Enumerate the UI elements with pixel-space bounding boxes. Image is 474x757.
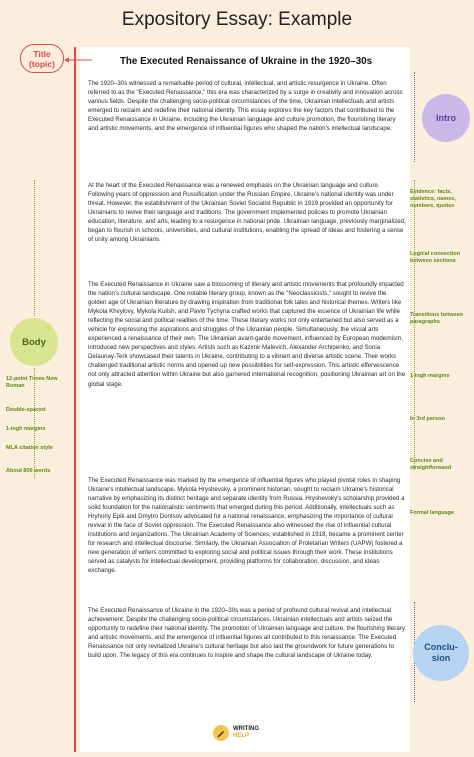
conclusion-label [413, 625, 469, 681]
note-spacing: Double-spaced [6, 407, 46, 413]
intro-bracket [414, 72, 415, 162]
essay-title: The Executed Renaissance of Ukraine in the 1920–30s [119, 56, 373, 67]
note-logic: Logical connection between sections [410, 251, 461, 264]
conclusion-label-text: Conclu-sion [424, 642, 458, 663]
note-transitions: Transitions between paragraphs [410, 312, 463, 325]
logo-line-1: WRITING [233, 726, 259, 732]
intro-label: Intro [422, 94, 470, 142]
page-title: Expository Essay: Example [121, 9, 353, 30]
body-label: Body [10, 318, 58, 366]
note-person: In 3rd person [410, 416, 445, 422]
title-topic-label: Title (topic) [20, 44, 64, 73]
conclusion-paragraph: The Executed Renaissance of Ukraine in the 1920–30s was a period of profound cultural revival and intellectual achievement. Despite the challenging socio-political circumstances, Ukrainian intellectuals and artists seized the opportunity to redefine their national identity. The promotion of Ukrainian language and culture, the flourishing literary and artistic movements, and the emergence of influential figures all contributed to this renaissance. The Executed Renaissance not only revitalized Ukraine's cultural heritage but also laid the groundwork for future generations to build upon. The legacy of this era continues to inspire and shape the cultural landscape of Ukraine today. [88, 607, 405, 660]
logo-line-2: HELP [233, 733, 250, 739]
body-paragraph-2: The Executed Renaissance in Ukraine saw a blossoming of literary and artistic movements that profoundly impacted the nation's cultural landscape. One notable literary group, known as the "Neoclassicists," sought to revive the golden age of Ukrainian literature by drawing inspiration from traditional folk tales and historical themes. Writers like Mykola Khvylovy, Mykola Kulish, and Pavlo Tychyna crafted works that captured the essence of Ukrainian life while reflecting the social and political realities of the time. These literary works not only entertained but also served as a vehicle for expressing the aspirations and struggles of the Ukrainian people. Simultaneously, the visual arts experienced a renaissance of their own. The Ukrainian avant-garde movement, influenced by European modernism, introduced new perspectives and styles. Artists such as Kazimir Malevich, Alexander Archipenko, and Sonia Delaunay-Terk showcased their talents in Ukraine, contributing to a vibrant and diverse artistic scene. Their works challenged traditional artistic norms and opened up new possibilities for self-expression. This artistic effervescence not only attracted attention within Ukraine but also garnered international recognition, positioning Ukrainian art on the global stage. [88, 281, 406, 388]
pencil-icon [213, 725, 229, 741]
logo-wordmark [233, 726, 259, 740]
margin-line [74, 47, 76, 752]
arrow-icon [64, 57, 92, 63]
writing-help-logo [213, 721, 283, 745]
body-paragraph-1: At the heart of the Executed Renaissance was a renewed emphasis on the Ukrainian language and culture. Following years of oppression and Russification under the Russian Empire, Ukraine's national identity was under threat. However, the establishment of the Ukrainian Soviet Socialist Republic in 1919 provided an opportunity for Ukrainians to revive their language and traditions. The government implemented policies to promote Ukrainian education, literature, and arts, leading to a resurgence in national pride. Ukrainian language, previously marginalized, began to flourish in schools, universities, and cultural institutions, enabling the spread of ideas and fostering a sense of unity among Ukrainians. [88, 182, 406, 244]
note-concise: Concise and straightforwaed [410, 458, 452, 471]
intro-paragraph: The 1920–30s witnessed a remarkable period of cultural, intellectual, and artistic resurgence in Ukraine. Often referred to as the "Executed Renaissance," this era was characterized by a surge in creativity and innovation across various fields. Despite the challenging socio-political circumstances of the time, Ukrainian intellectuals and artists emerged to reclaim and redefine their national identity. This essay explores the key factors that contributed to the Executed Renaissance in Ukraine, including the Ukrainian language and culture promotion, the flourishing literary and artistic movements, and the emergence of influential figures who shaped the nation's intellectual landscape. [88, 80, 403, 133]
note-citation: MLA citation style [6, 445, 53, 451]
note-evidence: Evidence: facts, statistics, names, numbers, quotes [410, 189, 456, 209]
note-margins-right: 1-ingh margins [410, 373, 450, 379]
note-length: About 800 words [6, 468, 51, 474]
note-formal: Formal language [410, 510, 455, 516]
note-font: 12-point Times New Roman [6, 376, 58, 389]
body-bracket-top [34, 180, 35, 316]
note-margins: 1-ingh margins [6, 426, 46, 432]
body-paragraph-3: The Executed Renaissance was marked by the emergence of influential figures who played pivotal roles in shaping Ukraine's intellectual landscape. Mykola Hryshevsky, a prominent historian, sought to reclaim Ukraine's historical narrative by emphasizing its distinct heritage and separate identity from Russia. Hryshevsky's scholarship provided a solid foundation for the nationalistic sentiments that emerged during this period. Additionally, intellectuals such as Hryhoriy Epik and Dmytro Dontsov advocated for a national renaissance, emphasizing the importance of cultural revival in the face of Soviet oppression. The Executed Renaissance also witnessed the rise of influential cultural institutions and organizations. The Ukrainian Academy of Sciences, established in 1918, became a prominent center for research and intellectual discourse. Similarly, the Ukrainian Association of Proletarian Writers (UAPW) fostered a new generation of writers committed to exploring social and political issues through their work. These institutions served as catalysts for intellectual development, providing platforms for collaboration, discussion, and ideas exchange. [88, 477, 405, 575]
